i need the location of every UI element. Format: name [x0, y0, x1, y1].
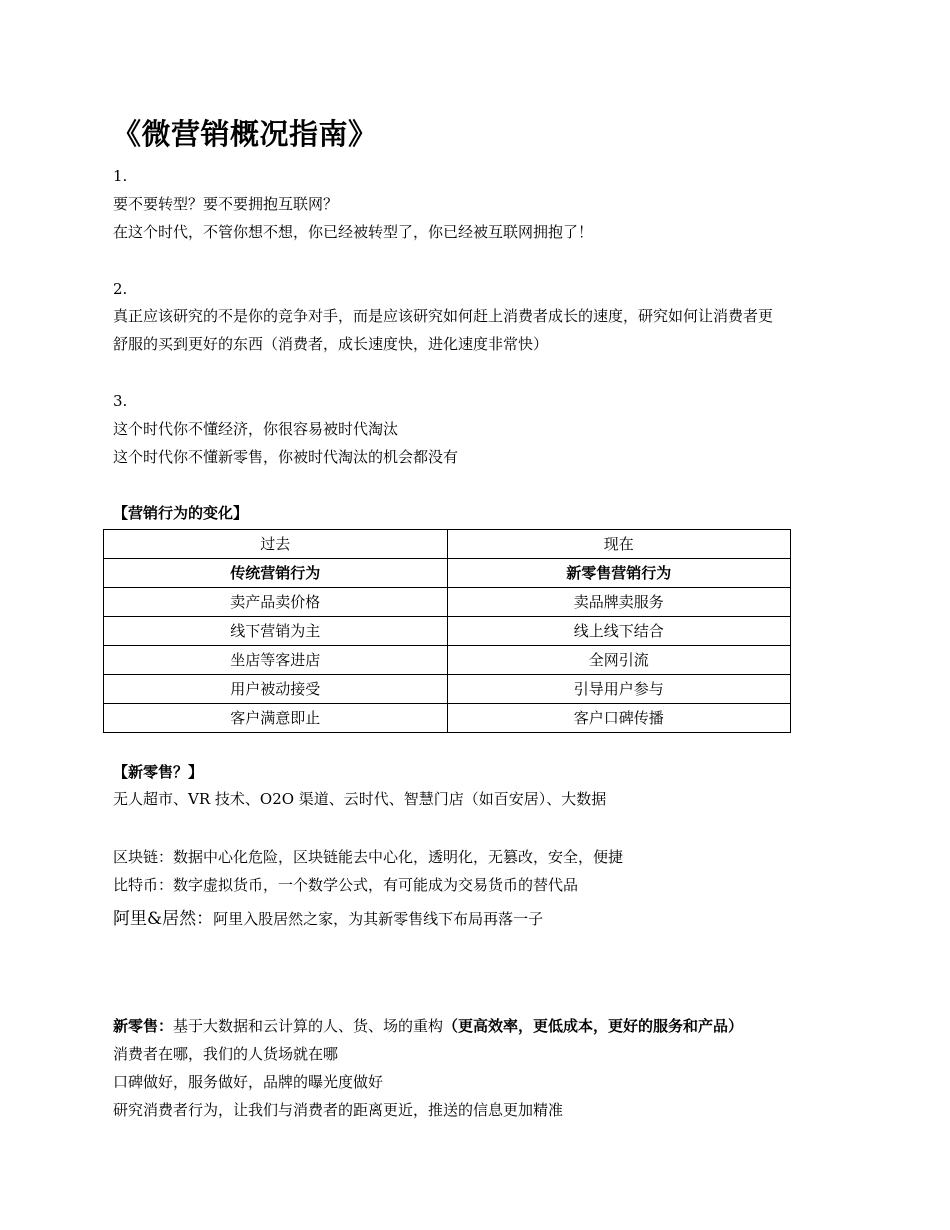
- definition-label: 新零售：: [113, 1017, 174, 1035]
- closing-line-2: 口碑做好，服务做好，品牌的曝光度做好: [113, 1073, 384, 1091]
- marketing-change-heading: 【营销行为的变化】: [113, 504, 249, 522]
- closing-line-3: 研究消费者行为，让我们与消费者的距离更近，推送的信息更加精准: [113, 1101, 564, 1119]
- table-row: [104, 588, 791, 617]
- table-cell: 卖产品卖价格: [104, 588, 448, 617]
- section-2-number: 2.: [113, 280, 128, 298]
- table-row: [104, 617, 791, 646]
- section-3-line-1: 这个时代你不懂经济，你很容易被时代淘汰: [113, 420, 399, 438]
- table-header-row: [104, 559, 791, 588]
- section-3-line-2: 这个时代你不懂新零售，你被时代淘汰的机会都没有: [113, 448, 459, 466]
- section-2-line-1: 真正应该研究的不是你的竞争对手，而是应该研究如何赶上消费者成长的速度，研究如何让消费者更: [113, 307, 774, 325]
- table-cell: 线下营销为主: [104, 617, 448, 646]
- document-title: 《微营销概况指南》: [112, 117, 378, 151]
- header-new-retail: 新零售营销行为: [447, 559, 791, 588]
- table-cell: 坐店等客进店: [104, 646, 448, 675]
- blockchain-line: 区块链：数据中心化危险，区块链能去中心化，透明化，无篡改，安全，便捷: [113, 848, 624, 866]
- table-cell: 引导用户参与: [447, 675, 791, 704]
- new-retail-line: 无人超市、VR 技术、O2O 渠道、云时代、智慧门店（如百安居）、大数据: [113, 790, 607, 808]
- marketing-comparison-table: [103, 529, 791, 733]
- table-cell: 全网引流: [447, 646, 791, 675]
- definition-emphasis: （更高效率，更低成本，更好的服务和产品）: [443, 1017, 744, 1035]
- section-1-line-2: 在这个时代，不管你想不想，你已经被转型了，你已经被互联网拥抱了！: [113, 223, 594, 241]
- table-cell: 客户满意即止: [104, 704, 448, 733]
- section-1-line-1: 要不要转型？要不要拥抱互联网？: [113, 195, 339, 213]
- bitcoin-line: 比特币：数字虚拟货币，一个数学公式，有可能成为交易货币的替代品: [113, 876, 579, 894]
- table-cell: 用户被动接受: [104, 675, 448, 704]
- section-2-line-2: 舒服的买到更好的东西（消费者，成长速度快，进化速度非常快）: [113, 335, 549, 353]
- definition-text: 基于大数据和云计算的人、货、场的重构: [173, 1017, 444, 1035]
- ali-label: 阿里&居然：: [113, 909, 214, 929]
- table-row: [104, 675, 791, 704]
- column-past: 过去: [104, 530, 448, 559]
- section-1-number: 1.: [113, 167, 128, 185]
- section-3-number: 3.: [113, 392, 128, 410]
- table-cell: 客户口碑传播: [447, 704, 791, 733]
- ali-text: 阿里入股居然之家，为其新零售线下布局再落一子: [213, 910, 544, 928]
- table-column-row: [104, 530, 791, 559]
- table-cell: 卖品牌卖服务: [447, 588, 791, 617]
- new-retail-heading: 【新零售？】: [113, 763, 204, 781]
- table-row: [104, 704, 791, 733]
- table-row: [104, 646, 791, 675]
- table-cell: 线上线下结合: [447, 617, 791, 646]
- header-traditional: 传统营销行为: [104, 559, 448, 588]
- closing-line-1: 消费者在哪，我们的人货场就在哪: [113, 1045, 339, 1063]
- column-now: 现在: [447, 530, 791, 559]
- ali-line: [113, 909, 543, 929]
- definition-line: [113, 1016, 743, 1036]
